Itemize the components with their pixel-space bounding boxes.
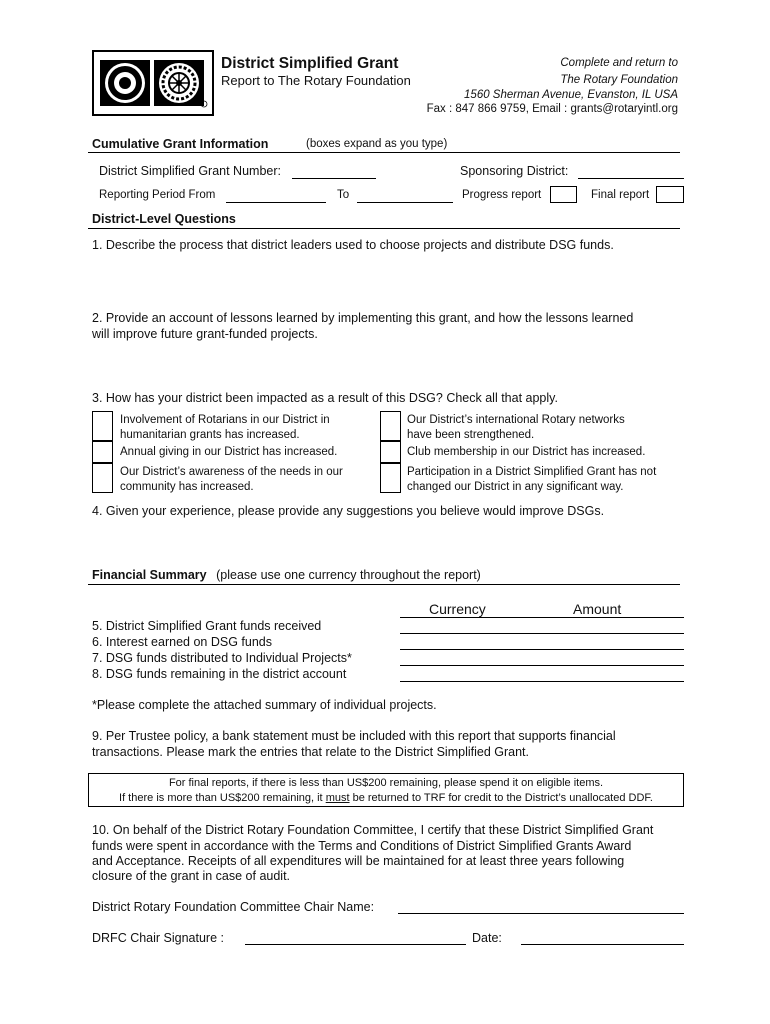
impact-option-club-membership: Club membership in our District has increased.: [407, 446, 646, 458]
progress-report-checkbox[interactable]: [550, 186, 577, 203]
financial-row-8: 8. DSG funds remaining in the district account: [92, 667, 347, 681]
date-field[interactable]: [521, 944, 684, 945]
certification-line-4: closure of the grant in case of audit.: [92, 869, 291, 883]
amount-column-header: Amount: [573, 601, 622, 617]
final-report-notice: [88, 773, 684, 807]
notice-line-2: If there is more than US$200 remaining, it must be returned to TRF for credit to the District’s unallocated DDF.: [119, 792, 653, 804]
financial-row-6-field[interactable]: [400, 649, 684, 650]
final-report-checkbox[interactable]: [656, 186, 684, 203]
financial-heading-row: [92, 568, 481, 582]
reporting-to-label: To: [337, 189, 350, 201]
impact-option-international-networks: Our District’s international Rotary networks have been strengthened.: [407, 414, 625, 441]
return-instruction: Complete and return to: [560, 57, 678, 69]
signature-field[interactable]: [245, 944, 466, 945]
question-2-line-1: 2. Provide an account of lessons learned by implementing this grant, and how the lessons learned: [92, 311, 634, 325]
impact-checkbox-club-membership[interactable]: [380, 441, 401, 463]
return-contact: Fax : 847 866 9759, Email : grants@rotaryintl.org: [426, 103, 678, 115]
financial-row-8-field[interactable]: [400, 681, 684, 682]
return-address: 1560 Sherman Avenue, Evanston, IL USA: [464, 89, 678, 101]
date-label: Date:: [472, 931, 502, 945]
impact-option-rotarian-involvement: Involvement of Rotarians in our District in humanitarian grants has increased.: [120, 414, 330, 441]
notice-line-1: For final reports, if there is less than US$200 remaining, please spend it on eligible items.: [168, 777, 604, 789]
impact-checkbox-no-change[interactable]: [380, 463, 401, 493]
rotary-emblems-icon: [94, 52, 212, 114]
impact-option-no-change: Participation in a District Simplified Grant has not changed our District in any significant way.: [407, 466, 657, 493]
chair-name-field[interactable]: [398, 913, 684, 914]
financial-row-7-field[interactable]: [400, 665, 684, 666]
form-subtitle: Report to The Rotary Foundation: [221, 73, 411, 88]
impact-checkbox-rotarian-involvement[interactable]: [92, 411, 113, 441]
question-2-line-2: will improve future grant-funded projects.: [92, 327, 318, 341]
section-divider: [88, 584, 680, 585]
sponsoring-district-field[interactable]: [578, 178, 684, 179]
cumulative-heading: Cumulative Grant Information: [92, 137, 269, 151]
impact-checkbox-annual-giving[interactable]: [92, 441, 113, 463]
question-1: 1. Describe the process that district leaders used to choose projects and distribute DSG funds.: [92, 238, 614, 252]
certification-line-1: 10. On behalf of the District Rotary Foundation Committee, I certify that these District Simplified Grant: [92, 823, 654, 837]
question-9-line-2: transactions. Please mark the entries that relate to the District Simplified Grant.: [92, 745, 529, 759]
question-4-answer-area[interactable]: [92, 522, 682, 564]
section-divider: [88, 152, 680, 153]
question-4: 4. Given your experience, please provide any suggestions you believe would improve DSGs.: [92, 504, 605, 518]
financial-note: (please use one currency throughout the report): [216, 568, 481, 582]
impact-checkbox-international-networks[interactable]: [380, 411, 401, 441]
signature-label: DRFC Chair Signature :: [92, 931, 224, 945]
financial-row-5-field[interactable]: [400, 633, 684, 634]
grant-number-label: District Simplified Grant Number:: [99, 164, 281, 178]
cumulative-note: (boxes expand as you type): [306, 138, 448, 150]
financial-row-6: 6. Interest earned on DSG funds: [92, 635, 272, 649]
certification-line-3: and Acceptance. Receipts of all expenditures will be maintained for at least three years following: [92, 854, 625, 868]
financial-header-underline: [400, 617, 684, 618]
district-level-heading: District-Level Questions: [92, 212, 236, 226]
rotary-logo: [92, 50, 214, 116]
reporting-from-label: Reporting Period From: [99, 189, 216, 201]
final-report-label: Final report: [591, 189, 650, 201]
impact-checkbox-community-awareness[interactable]: [92, 463, 113, 493]
question-1-answer-area[interactable]: [92, 256, 682, 306]
grant-number-field[interactable]: [292, 178, 376, 179]
financial-row-5: 5. District Simplified Grant funds received: [92, 619, 322, 633]
chair-name-label: District Rotary Foundation Committee Chair Name:: [92, 900, 375, 914]
certification-line-2: funds were spent in accordance with the Terms and Conditions of District Simplified Grants Award: [92, 839, 632, 853]
financial-heading: Financial Summary: [92, 568, 207, 582]
financial-footnote: *Please complete the attached summary of individual projects.: [92, 698, 437, 712]
form-title: District Simplified Grant: [221, 55, 399, 72]
financial-row-7: 7. DSG funds distributed to Individual Projects*: [92, 651, 352, 665]
question-2-answer-area[interactable]: [92, 344, 682, 389]
currency-column-header: Currency: [429, 601, 486, 617]
sponsoring-district-label: Sponsoring District:: [460, 164, 569, 178]
return-recipient: The Rotary Foundation: [560, 74, 678, 86]
section-divider: [88, 228, 680, 229]
impact-option-community-awareness: Our District’s awareness of the needs in our community has increased.: [120, 466, 343, 493]
question-9-line-1: 9. Per Trustee policy, a bank statement must be included with this report that supports financial: [92, 729, 616, 743]
progress-report-label: Progress report: [462, 189, 542, 201]
impact-option-annual-giving: Annual giving in our District has increased.: [120, 446, 338, 458]
reporting-to-field[interactable]: [357, 202, 453, 203]
question-3: 3. How has your district been impacted as a result of this DSG? Check all that apply.: [92, 391, 558, 405]
reporting-from-field[interactable]: [226, 202, 326, 203]
